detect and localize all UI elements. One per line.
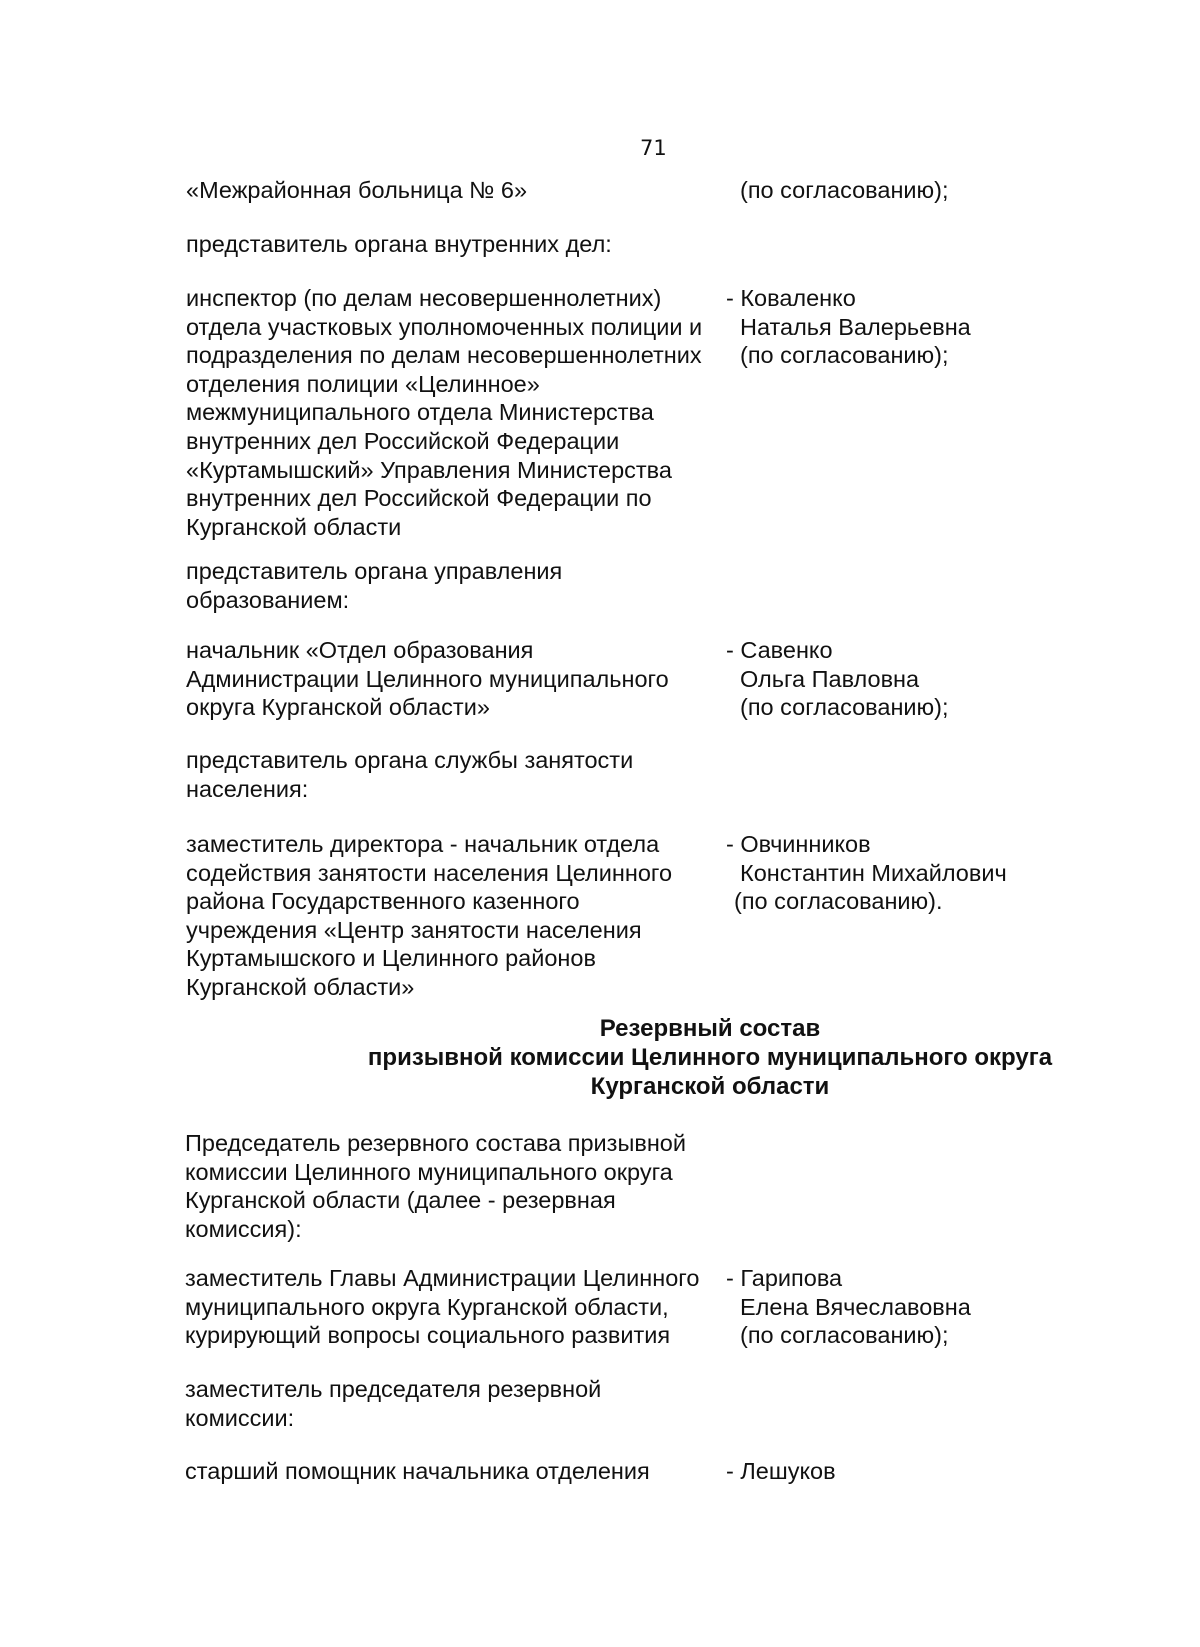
position-line: содействия занятости населения Целинного (186, 859, 673, 886)
person-surname: - Овчинников (726, 831, 871, 857)
heading-line: призывной комиссии Целинного муниципального округа (367, 1044, 1053, 1071)
person-name: Константин Михайлович (740, 859, 1007, 886)
reserve-deputy-position (185, 1457, 650, 1486)
person-surname: - Коваленко (726, 285, 856, 311)
position-line: Курганской области (186, 513, 402, 540)
employment-label (186, 746, 633, 803)
label-line: представитель органа управления (186, 558, 563, 584)
education-head-position (186, 636, 669, 722)
internal-affairs-label: представитель органа внутренних дел: (186, 231, 612, 257)
label-line: комиссия): (185, 1215, 302, 1242)
reserve-deputy-label (185, 1375, 601, 1432)
position-line: заместитель Главы Администрации Целинного (185, 1265, 700, 1291)
person-name: Наталья Валерьевна (740, 313, 971, 340)
heading-line: Резервный состав (599, 1015, 821, 1042)
position-line: межмуниципального отдела Министерства (186, 399, 654, 426)
reserve-chair-label (185, 1129, 686, 1243)
agreement-note: (по согласованию); (740, 694, 949, 721)
position-line: инспектор (по делам несовершеннолетних) (186, 285, 662, 311)
reserve-chair-person (726, 1264, 971, 1350)
position-line: муниципального округа Курганской области, (185, 1293, 669, 1320)
position-line: округа Курганской области» (186, 694, 490, 721)
employment-deputy-person (726, 830, 1007, 916)
position-line: курирующий вопросы социального развития (185, 1322, 671, 1349)
position-line: отделения полиции «Целинное» (186, 370, 540, 397)
hospital-name: «Межрайонная больница № 6» (186, 177, 528, 203)
position-line: внутренних дел Российской Федерации (186, 427, 620, 454)
label-line: заместитель председателя резервной (185, 1376, 602, 1402)
position-line: начальник «Отдел образования (186, 637, 534, 663)
education-head-person (726, 636, 949, 722)
position-line: подразделения по делам несовершеннолетних (186, 342, 702, 369)
agreement-note: (по согласованию); (740, 342, 949, 369)
label-line: населения: (186, 775, 309, 802)
police-inspector-position (186, 284, 702, 541)
position-line: отдела участковых уполномоченных полиции и (186, 313, 703, 340)
reserve-deputy-person (726, 1457, 836, 1486)
person-surname: - Гарипова (726, 1265, 843, 1291)
label-line: комиссии Целинного муниципального округа (185, 1158, 673, 1185)
position-line: заместитель директора - начальник отдела (186, 831, 660, 857)
agreement-note: (по согласованию); (740, 177, 949, 203)
position-line: старший помощник начальника отделения (185, 1458, 650, 1484)
position-line: внутренних дел Российской Федерации по (186, 485, 652, 512)
person-name: Ольга Павловна (740, 665, 920, 692)
reserve-heading (300, 1014, 1120, 1101)
reserve-chair-position (185, 1264, 699, 1350)
label-line: представитель органа службы занятости (186, 747, 634, 773)
agreement-note: (по согласованию). (734, 888, 943, 915)
label-line: Курганской области (далее - резервная (185, 1187, 616, 1214)
page-number: 71 (640, 136, 667, 160)
position-line: района Государственного казенного (186, 888, 580, 915)
agreement-note: (по согласованию); (740, 1322, 949, 1349)
person-surname: - Лешуков (726, 1458, 836, 1484)
label-line: Председатель резервного состава призывной (185, 1130, 686, 1156)
education-label (186, 557, 562, 614)
position-line: Администрации Целинного муниципального (186, 665, 669, 692)
position-line: «Куртамышский» Управления Министерства (186, 456, 672, 483)
position-line: Курганской области» (186, 973, 415, 1000)
position-line: Куртамышского и Целинного районов (186, 945, 596, 972)
person-surname: - Савенко (726, 637, 833, 663)
position-line: учреждения «Центр занятости населения (186, 916, 642, 943)
police-inspector-person (726, 284, 971, 370)
label-line: образованием: (186, 586, 350, 613)
person-name: Елена Вячеславовна (740, 1293, 971, 1320)
label-line: комиссии: (185, 1404, 295, 1431)
employment-deputy-position (186, 830, 672, 1002)
heading-line: Курганской области (590, 1073, 830, 1100)
